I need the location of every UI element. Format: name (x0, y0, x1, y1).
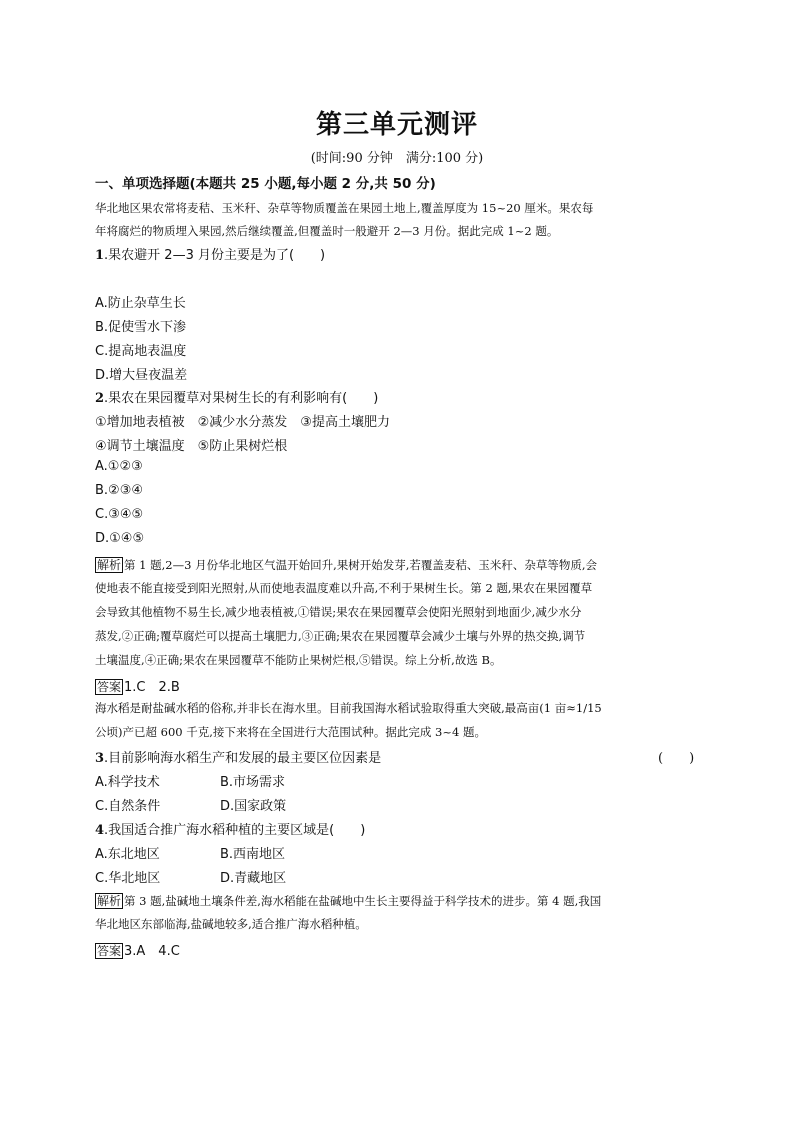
statement-line: ④调节土壤温度 ⑤防止果树烂根 (95, 439, 288, 454)
question-number: 2 (95, 391, 105, 406)
question-stem: .果农避开 2—3 月份主要是为了( ) (104, 248, 326, 263)
option-d: D.青藏地区 (220, 871, 287, 886)
question-stem: .我国适合推广海水稻种植的主要区域是( ) (104, 823, 366, 838)
option-a: A.防止杂草生长 (95, 296, 186, 311)
material-line: 公顷)产已超 600 千克,接下来将在全国进行大范围试种。据此完成 3~4 题。 (95, 725, 486, 739)
answer-line (95, 940, 180, 959)
analysis-line: 解析 第 1 题,2—3 月份华北地区气温开始回升,果树开始发芽,若覆盖麦秸、玉米秆、杂草等物质,会 (97, 558, 598, 572)
option-b: B.市场需求 (220, 775, 286, 790)
question-number: 4 (95, 823, 105, 838)
option-c: C.③④⑤ (95, 507, 144, 522)
question-stem: .果农在果园覆草对果树生长的有利影响有( ) (104, 391, 379, 406)
option-d: D.国家政策 (220, 799, 287, 814)
analysis-tag: 解析 (97, 558, 122, 572)
question-3 (95, 747, 381, 766)
option-a: A.科学技术 (95, 775, 160, 790)
answer-text: 1.C 2.B (124, 680, 180, 695)
question-1 (95, 244, 325, 263)
question-stem: .目前影响海水稻生产和发展的最主要区位因素是 (104, 751, 382, 766)
analysis-line: 使地表不能直接受到阳光照射,从而使地表温度难以升高,不利于果树生长。第 2 题,果农在果园覆草 (95, 581, 593, 595)
answer-text: 3.A 4.C (124, 944, 180, 959)
question-2 (95, 387, 378, 406)
analysis-line: 土壤温度,④正确;果农在果园覆草不能防止果树烂根,⑤错误。综上分析,故选 B。 (95, 653, 502, 667)
question-4 (95, 819, 365, 838)
page-title: 第三单元测评 (315, 110, 478, 140)
answer-tag: 答案 (97, 944, 122, 958)
statement-line: ①增加地表植被 ②减少水分蒸发 ③提高土壤肥力 (95, 415, 390, 430)
option-d: D.增大昼夜温差 (95, 368, 188, 383)
option-a: A.东北地区 (95, 847, 160, 862)
option-c: C.提高地表温度 (95, 344, 187, 359)
answer-paren: ( ) (658, 751, 695, 766)
material-line: 华北地区果农常将麦秸、玉米秆、杂草等物质覆盖在果园土地上,覆盖厚度为 15~20 厘米。果农每 (95, 201, 594, 215)
analysis-line: 解析 第 3 题,盐碱地土壤条件差,海水稻能在盐碱地中生长主要得益于科学技术的进步。第 4 题,我国 (97, 894, 602, 908)
section-heading: 一、单项选择题(本题共 25 小题,每小题 2 分,共 50 分) (95, 176, 436, 192)
option-a: A.①②③ (95, 459, 143, 474)
option-b: B.西南地区 (220, 847, 286, 862)
option-c: C.自然条件 (95, 799, 161, 814)
material-line: 海水稻是耐盐碱水稻的俗称,并非长在海水里。目前我国海水稻试验取得重大突破,最高亩(1 亩≈1/15 (95, 701, 602, 715)
page-subtitle: (时间:90 分钟 满分:100 分) (310, 151, 484, 166)
option-b: B.促使雪水下渗 (95, 320, 187, 335)
analysis-line: 会导致其他植物不易生长,减少地表植被,①错误;果农在果园覆草会使阳光照射到地面少,减少水分 (95, 605, 582, 619)
answer-line (95, 676, 180, 695)
material-line: 年将腐烂的物质埋入果园,然后继续覆盖,但覆盖时一般避开 2—3 月份。据此完成 1~2 题。 (95, 224, 559, 238)
option-c: C.华北地区 (95, 871, 161, 886)
answer-tag: 答案 (97, 680, 122, 694)
option-d: D.①④⑤ (95, 531, 145, 546)
analysis-line: 华北地区东部临海,盐碱地较多,适合推广海水稻种植。 (95, 917, 367, 931)
analysis-tag: 解析 (97, 894, 122, 908)
question-number: 1 (95, 248, 105, 263)
question-number: 3 (95, 751, 105, 766)
analysis-line: 蒸发,②正确;覆草腐烂可以提高土壤肥力,③正确;果农在果园覆草会减少土壤与外界的热交换,调节 (95, 629, 586, 643)
option-b: B.②③④ (95, 483, 144, 498)
